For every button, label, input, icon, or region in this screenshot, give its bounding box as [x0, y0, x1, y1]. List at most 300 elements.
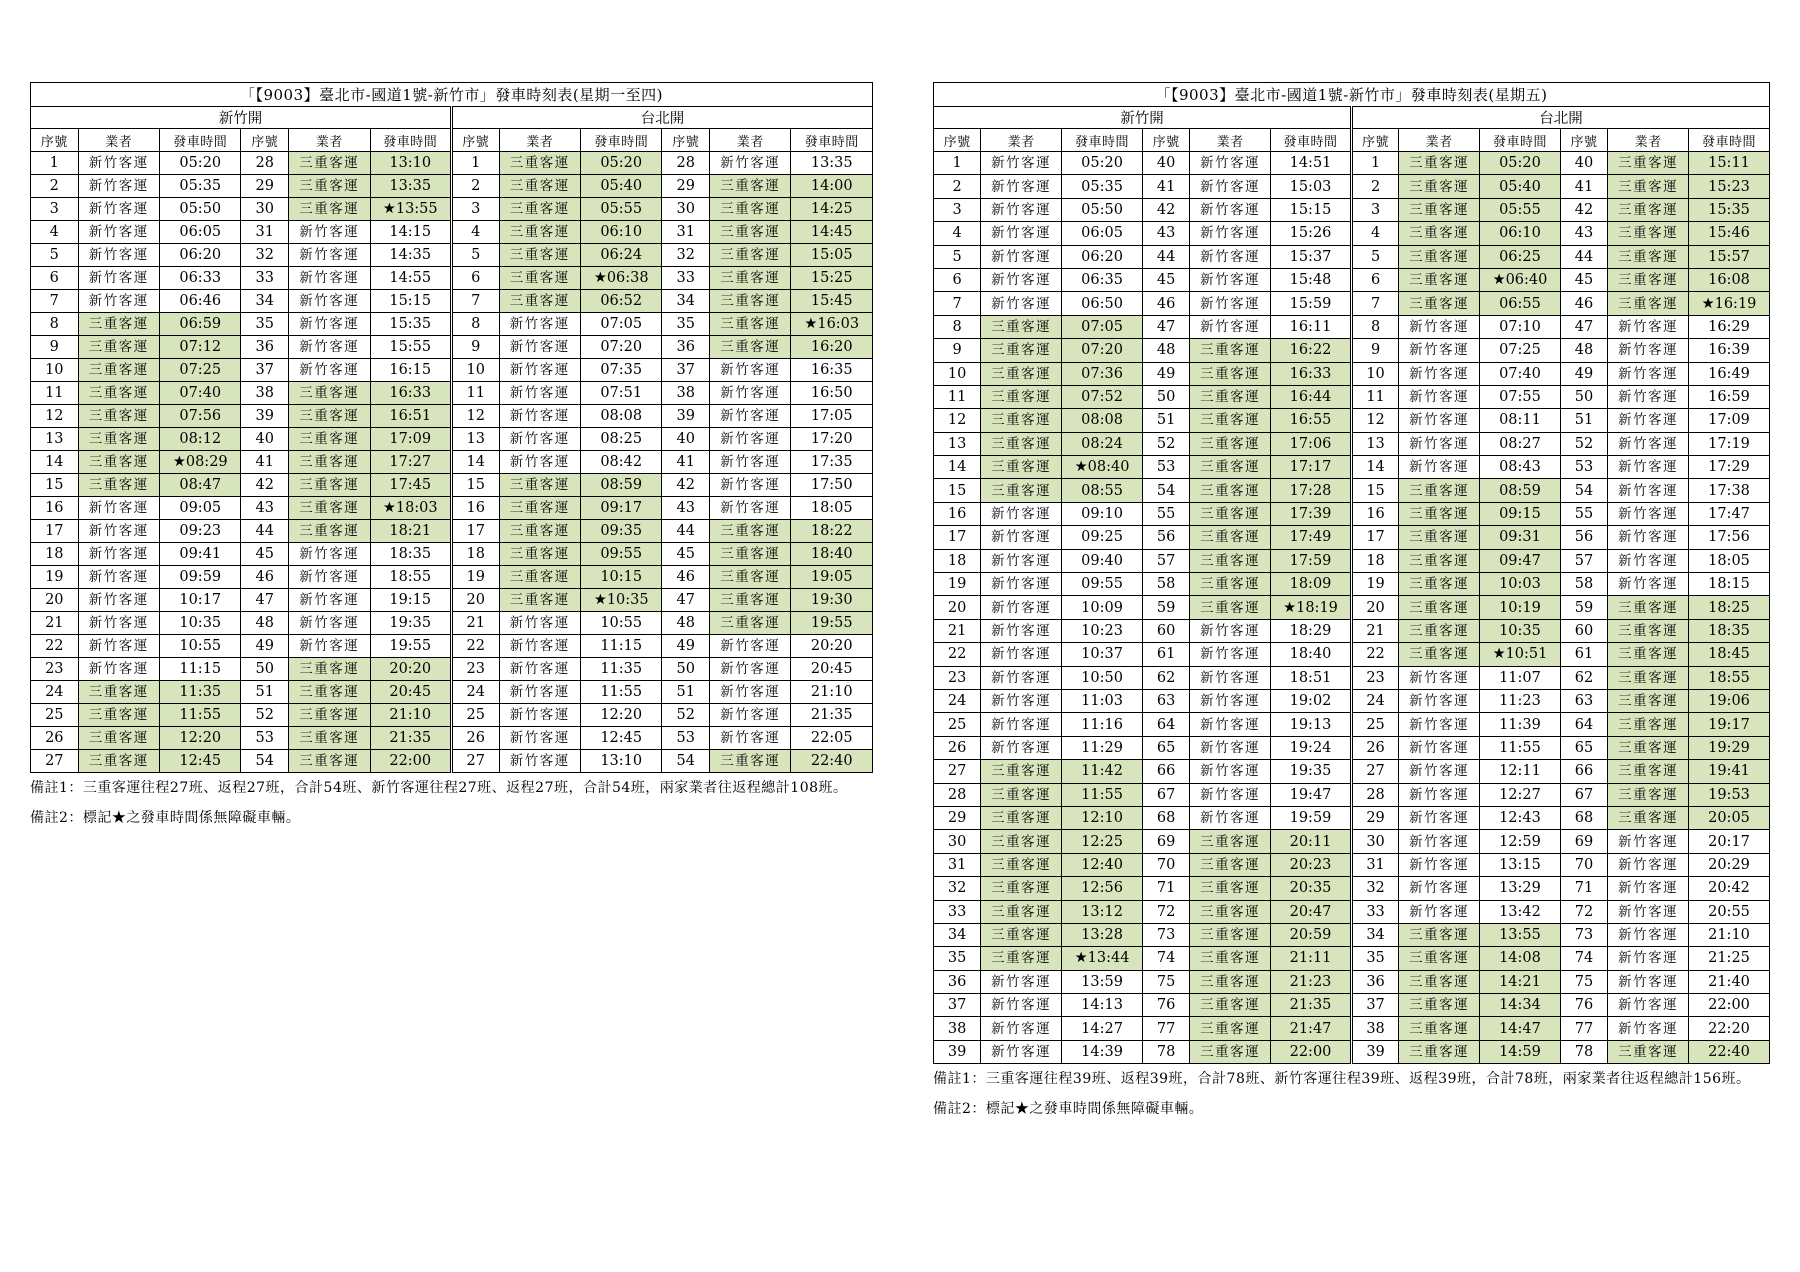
operator-name: 三重客運 — [1190, 479, 1271, 502]
departure-time: 17:29 — [1689, 456, 1770, 479]
trip-number: 41 — [241, 451, 289, 474]
operator-name: 三重客運 — [710, 290, 791, 313]
trip-number: 32 — [1351, 877, 1398, 900]
trip-number: 22 — [1351, 643, 1398, 666]
trip-number: 37 — [241, 359, 289, 382]
trip-number: 77 — [1560, 1017, 1607, 1040]
trip-number: 77 — [1142, 1017, 1189, 1040]
operator-name: 新竹客運 — [1608, 385, 1689, 408]
trip-number: 4 — [451, 221, 499, 244]
departure-time: 17:35 — [791, 451, 873, 474]
operator-name: 新竹客運 — [289, 359, 370, 382]
departure-time: 07:12 — [160, 336, 241, 359]
trip-number: 47 — [1142, 315, 1189, 338]
trip-number: 1 — [1351, 152, 1398, 175]
operator-name: 三重客運 — [981, 385, 1062, 408]
column-header-row — [934, 129, 1770, 152]
operator-name: 三重客運 — [981, 362, 1062, 385]
trip-number: 58 — [1142, 573, 1189, 596]
operator-name: 新竹客運 — [710, 497, 791, 520]
operator-name: 三重客運 — [499, 520, 580, 543]
table-row — [31, 543, 873, 566]
table-row — [934, 970, 1770, 993]
trip-number: 8 — [451, 313, 499, 336]
operator-name: 三重客運 — [1190, 573, 1271, 596]
table-row — [934, 853, 1770, 876]
trip-number: 40 — [1142, 152, 1189, 175]
departure-time: 14:47 — [1480, 1017, 1561, 1040]
operator-name: 新竹客運 — [1608, 994, 1689, 1017]
trip-number: 25 — [451, 704, 499, 727]
operator-name: 新竹客運 — [710, 474, 791, 497]
table-row — [934, 456, 1770, 479]
operator-name: 三重客運 — [1608, 643, 1689, 666]
departure-time: 17:28 — [1271, 479, 1352, 502]
trip-number: 14 — [934, 456, 981, 479]
operator-name: 三重客運 — [710, 566, 791, 589]
departure-time: ★18:19 — [1271, 596, 1352, 619]
trip-number: 24 — [934, 689, 981, 712]
departure-time: 17:20 — [791, 428, 873, 451]
departure-time: 20:59 — [1271, 923, 1352, 946]
departure-time: 13:10 — [370, 152, 451, 175]
operator-name: 新竹客運 — [499, 405, 580, 428]
trip-number: 37 — [934, 994, 981, 1017]
operator-name: 三重客運 — [1399, 152, 1480, 175]
operator-name: 三重客運 — [78, 382, 159, 405]
table-row — [934, 385, 1770, 408]
departure-time: ★16:03 — [791, 313, 873, 336]
trip-number: 38 — [662, 382, 710, 405]
operator-name: 新竹客運 — [1608, 923, 1689, 946]
operator-name: 新竹客運 — [1190, 222, 1271, 245]
operator-name: 新竹客運 — [78, 635, 159, 658]
trip-number: 32 — [662, 244, 710, 267]
departure-time: 06:20 — [160, 244, 241, 267]
table-row — [934, 877, 1770, 900]
operator-name: 新竹客運 — [710, 635, 791, 658]
trip-number: 64 — [1142, 713, 1189, 736]
trip-number: 20 — [1351, 596, 1398, 619]
departure-time: 16:49 — [1689, 362, 1770, 385]
operator-name: 三重客運 — [981, 456, 1062, 479]
departure-time: 20:11 — [1271, 830, 1352, 853]
operator-name: 三重客運 — [499, 543, 580, 566]
departure-time: 12:40 — [1062, 853, 1143, 876]
departure-time: 16:55 — [1271, 409, 1352, 432]
column-header-operator: 業者 — [499, 129, 580, 152]
table-row — [31, 727, 873, 750]
table-row — [934, 432, 1770, 455]
trip-number: 72 — [1142, 900, 1189, 923]
departure-time: 16:29 — [1689, 315, 1770, 338]
column-header-operator: 業者 — [1608, 129, 1689, 152]
timetable-table — [30, 82, 873, 773]
departure-time: ★08:40 — [1062, 456, 1143, 479]
trip-number: 25 — [1351, 713, 1398, 736]
operator-name: 新竹客運 — [981, 666, 1062, 689]
trip-number: 31 — [1351, 853, 1398, 876]
trip-number: 22 — [934, 643, 981, 666]
operator-name: 三重客運 — [1399, 1017, 1480, 1040]
departure-time: 05:55 — [1480, 198, 1561, 221]
operator-name: 新竹客運 — [78, 543, 159, 566]
operator-name: 三重客運 — [1608, 666, 1689, 689]
departure-time: 06:24 — [581, 244, 662, 267]
trip-number: 41 — [1560, 175, 1607, 198]
operator-name: 新竹客運 — [1190, 315, 1271, 338]
trip-number: 13 — [31, 428, 79, 451]
trip-number: 45 — [241, 543, 289, 566]
departure-time: 06:55 — [1480, 292, 1561, 315]
operator-name: 三重客運 — [1608, 619, 1689, 642]
trip-number: 35 — [662, 313, 710, 336]
trip-number: 1 — [934, 152, 981, 175]
operator-name: 三重客運 — [1399, 526, 1480, 549]
table-row — [934, 806, 1770, 829]
operator-name: 新竹客運 — [499, 727, 580, 750]
operator-name: 三重客運 — [1608, 689, 1689, 712]
operator-name: 新竹客運 — [981, 152, 1062, 175]
trip-number: 17 — [31, 520, 79, 543]
departure-time: 07:35 — [581, 359, 662, 382]
operator-name: 三重客運 — [1608, 292, 1689, 315]
departure-time: 18:45 — [1689, 643, 1770, 666]
trip-number: 45 — [1142, 268, 1189, 291]
trip-number: 49 — [241, 635, 289, 658]
trip-number: 67 — [1142, 783, 1189, 806]
trip-number: 16 — [451, 497, 499, 520]
operator-name: 三重客運 — [78, 681, 159, 704]
trip-number: 27 — [1351, 760, 1398, 783]
column-header-seq: 序號 — [1351, 129, 1398, 152]
operator-name: 三重客運 — [710, 520, 791, 543]
trip-number: 28 — [934, 783, 981, 806]
departure-time: 19:59 — [1271, 806, 1352, 829]
departure-time: 11:29 — [1062, 736, 1143, 759]
column-header-operator: 業者 — [1399, 129, 1480, 152]
trip-number: 40 — [1560, 152, 1607, 175]
operator-name: 三重客運 — [1608, 198, 1689, 221]
departure-time: 09:10 — [1062, 502, 1143, 525]
trip-number: 62 — [1560, 666, 1607, 689]
table-row — [934, 830, 1770, 853]
operator-name: 新竹客運 — [710, 704, 791, 727]
operator-name: 三重客運 — [499, 221, 580, 244]
table-row — [934, 994, 1770, 1017]
table-row — [31, 336, 873, 359]
trip-number: 66 — [1560, 760, 1607, 783]
trip-number: 59 — [1142, 596, 1189, 619]
departure-time: 09:31 — [1480, 526, 1561, 549]
operator-name: 三重客運 — [1608, 783, 1689, 806]
departure-time: 08:59 — [1480, 479, 1561, 502]
trip-number: 78 — [1560, 1040, 1607, 1063]
trip-number: 12 — [1351, 409, 1398, 432]
column-header-seq: 序號 — [1560, 129, 1607, 152]
trip-number: 62 — [1142, 666, 1189, 689]
departure-time: 15:15 — [370, 290, 451, 313]
operator-name: 三重客運 — [78, 727, 159, 750]
departure-time: 05:20 — [1480, 152, 1561, 175]
departure-time: 14:39 — [1062, 1040, 1143, 1063]
trip-number: 48 — [1142, 339, 1189, 362]
departure-time: 07:10 — [1480, 315, 1561, 338]
table-row — [934, 362, 1770, 385]
operator-name: 新竹客運 — [981, 994, 1062, 1017]
trip-number: 35 — [241, 313, 289, 336]
timetable-body — [934, 152, 1770, 1064]
trip-number: 65 — [1142, 736, 1189, 759]
operator-name: 新竹客運 — [981, 549, 1062, 572]
operator-name: 三重客運 — [1190, 900, 1271, 923]
trip-number: 48 — [1560, 339, 1607, 362]
departure-time: ★06:40 — [1480, 268, 1561, 291]
table-row — [934, 619, 1770, 642]
operator-name: 新竹客運 — [499, 612, 580, 635]
operator-name: 三重客運 — [78, 336, 159, 359]
departure-time: 14:27 — [1062, 1017, 1143, 1040]
departure-time: 22:00 — [1271, 1040, 1352, 1063]
trip-number: 45 — [1560, 268, 1607, 291]
table-row — [31, 244, 873, 267]
operator-name: 三重客運 — [499, 244, 580, 267]
operator-name: 新竹客運 — [981, 526, 1062, 549]
trip-number: 21 — [451, 612, 499, 635]
table-row — [934, 1017, 1770, 1040]
trip-number: 53 — [241, 727, 289, 750]
operator-name: 新竹客運 — [710, 152, 791, 175]
operator-name: 三重客運 — [78, 405, 159, 428]
operator-name: 三重客運 — [499, 267, 580, 290]
departure-time: ★18:03 — [370, 497, 451, 520]
table-row — [934, 245, 1770, 268]
operator-name: 新竹客運 — [981, 245, 1062, 268]
trip-number: 2 — [934, 175, 981, 198]
departure-time: 20:45 — [791, 658, 873, 681]
departure-time: 05:50 — [1062, 198, 1143, 221]
departure-time: 05:20 — [160, 152, 241, 175]
operator-name: 三重客運 — [1190, 339, 1271, 362]
departure-time: 19:29 — [1689, 736, 1770, 759]
departure-time: 22:00 — [1689, 994, 1770, 1017]
trip-number: 4 — [31, 221, 79, 244]
trip-number: 37 — [662, 359, 710, 382]
table-row — [31, 704, 873, 727]
operator-name: 三重客運 — [981, 339, 1062, 362]
departure-time: 19:35 — [1271, 760, 1352, 783]
trip-number: 28 — [241, 152, 289, 175]
operator-name: 新竹客運 — [78, 566, 159, 589]
operator-name: 三重客運 — [1190, 877, 1271, 900]
trip-number: 9 — [451, 336, 499, 359]
departure-time: 17:56 — [1689, 526, 1770, 549]
trip-number: 67 — [1560, 783, 1607, 806]
trip-number: 12 — [934, 409, 981, 432]
trip-number: 24 — [451, 681, 499, 704]
trip-number: 30 — [1351, 830, 1398, 853]
table-row — [934, 760, 1770, 783]
operator-name: 新竹客運 — [1399, 877, 1480, 900]
column-header-seq: 序號 — [451, 129, 499, 152]
departure-time: 09:35 — [581, 520, 662, 543]
departure-time: 13:12 — [1062, 900, 1143, 923]
trip-number: 52 — [1560, 432, 1607, 455]
operator-name: 新竹客運 — [981, 292, 1062, 315]
trip-number: 29 — [934, 806, 981, 829]
departure-time: 09:59 — [160, 566, 241, 589]
trip-number: 5 — [1351, 245, 1398, 268]
departure-time: ★08:29 — [160, 451, 241, 474]
operator-name: 三重客運 — [1399, 923, 1480, 946]
departure-time: 11:35 — [581, 658, 662, 681]
operator-name: 新竹客運 — [1608, 479, 1689, 502]
trip-number: 18 — [1351, 549, 1398, 572]
operator-name: 三重客運 — [1399, 245, 1480, 268]
departure-time: 17:50 — [791, 474, 873, 497]
operator-name: 三重客運 — [981, 479, 1062, 502]
operator-name: 三重客運 — [981, 947, 1062, 970]
operator-name: 新竹客運 — [499, 359, 580, 382]
operator-name: 新竹客運 — [1608, 456, 1689, 479]
departure-time: 22:20 — [1689, 1017, 1770, 1040]
departure-time: 09:40 — [1062, 549, 1143, 572]
operator-name: 三重客運 — [981, 409, 1062, 432]
departure-time: 05:35 — [1062, 175, 1143, 198]
table-row — [934, 1040, 1770, 1063]
operator-name: 新竹客運 — [1399, 432, 1480, 455]
departure-time: 15:05 — [791, 244, 873, 267]
trip-number: 60 — [1142, 619, 1189, 642]
departure-time: 17:47 — [1689, 502, 1770, 525]
operator-name: 三重客運 — [499, 589, 580, 612]
departure-time: 12:10 — [1062, 806, 1143, 829]
trip-number: 19 — [934, 573, 981, 596]
trip-number: 12 — [451, 405, 499, 428]
timetable-title: 「【9003】臺北市-國道1號-新竹市」發車時刻表(星期一至四) — [31, 83, 873, 107]
table-row — [31, 681, 873, 704]
departure-time: 14:15 — [370, 221, 451, 244]
operator-name: 新竹客運 — [1608, 900, 1689, 923]
trip-number: 57 — [1142, 549, 1189, 572]
trip-number: 15 — [451, 474, 499, 497]
departure-time: 07:25 — [1480, 339, 1561, 362]
departure-time: 09:05 — [160, 497, 241, 520]
departure-time: 20:45 — [370, 681, 451, 704]
trip-number: 49 — [1560, 362, 1607, 385]
departure-time: 12:43 — [1480, 806, 1561, 829]
operator-name: 新竹客運 — [981, 268, 1062, 291]
operator-name: 新竹客運 — [499, 750, 580, 773]
departure-time: 18:40 — [791, 543, 873, 566]
operator-name: 新竹客運 — [78, 589, 159, 612]
operator-name: 新竹客運 — [78, 612, 159, 635]
operator-name: 三重客運 — [1399, 1040, 1480, 1063]
trip-number: 3 — [934, 198, 981, 221]
departure-time: 06:10 — [1480, 222, 1561, 245]
trip-number: 6 — [31, 267, 79, 290]
departure-time: 19:24 — [1271, 736, 1352, 759]
departure-time: 21:11 — [1271, 947, 1352, 970]
departure-time: 07:20 — [581, 336, 662, 359]
departure-time: 13:29 — [1480, 877, 1561, 900]
departure-time: 14:55 — [370, 267, 451, 290]
departure-time: 08:59 — [581, 474, 662, 497]
operator-name: 新竹客運 — [981, 596, 1062, 619]
note-2: 備註2：標記★之發車時間係無障礙車輛。 — [933, 1101, 1204, 1118]
departure-time: 07:40 — [1480, 362, 1561, 385]
table-row — [31, 635, 873, 658]
operator-name: 新竹客運 — [981, 573, 1062, 596]
timetable-title: 「【9003】臺北市-國道1號-新竹市」發車時刻表(星期五) — [934, 83, 1770, 107]
table-row — [31, 612, 873, 635]
operator-name: 三重客運 — [289, 497, 370, 520]
trip-number: 26 — [451, 727, 499, 750]
departure-time: 15:59 — [1271, 292, 1352, 315]
operator-name: 新竹客運 — [1608, 409, 1689, 432]
trip-number: 14 — [451, 451, 499, 474]
operator-name: 三重客運 — [1608, 806, 1689, 829]
trip-number: 16 — [934, 502, 981, 525]
operator-name: 三重客運 — [78, 474, 159, 497]
operator-name: 新竹客運 — [981, 1040, 1062, 1063]
trip-number: 26 — [934, 736, 981, 759]
operator-name: 三重客運 — [499, 175, 580, 198]
trip-number: 70 — [1560, 853, 1607, 876]
table-row — [31, 658, 873, 681]
departure-time: 18:21 — [370, 520, 451, 543]
operator-name: 新竹客運 — [1608, 362, 1689, 385]
departure-time: 05:35 — [160, 175, 241, 198]
departure-time: 08:43 — [1480, 456, 1561, 479]
operator-name: 新竹客運 — [78, 175, 159, 198]
table-row — [31, 566, 873, 589]
operator-name: 新竹客運 — [1608, 339, 1689, 362]
operator-name: 三重客運 — [710, 244, 791, 267]
operator-name: 新竹客運 — [1608, 947, 1689, 970]
trip-number: 42 — [662, 474, 710, 497]
departure-time: 10:17 — [160, 589, 241, 612]
departure-time: 21:35 — [1271, 994, 1352, 1017]
trip-number: 78 — [1142, 1040, 1189, 1063]
departure-time: 16:33 — [370, 382, 451, 405]
departure-time: 06:10 — [581, 221, 662, 244]
departure-time: 16:59 — [1689, 385, 1770, 408]
trip-number: 13 — [1351, 432, 1398, 455]
departure-time: 17:39 — [1271, 502, 1352, 525]
departure-time: 13:55 — [1480, 923, 1561, 946]
operator-name: 新竹客運 — [289, 589, 370, 612]
trip-number: 55 — [1560, 502, 1607, 525]
trip-number: 21 — [1351, 619, 1398, 642]
departure-time: 20:47 — [1271, 900, 1352, 923]
table-row — [934, 222, 1770, 245]
operator-name: 新竹客運 — [1190, 152, 1271, 175]
table-row — [934, 292, 1770, 315]
operator-name: 新竹客運 — [1190, 175, 1271, 198]
operator-name: 新竹客運 — [1190, 689, 1271, 712]
operator-name: 新竹客運 — [981, 1017, 1062, 1040]
operator-name: 新竹客運 — [499, 451, 580, 474]
operator-name: 三重客運 — [710, 267, 791, 290]
trip-number: 14 — [1351, 456, 1398, 479]
departure-time: 15:55 — [370, 336, 451, 359]
trip-number: 39 — [1351, 1040, 1398, 1063]
departure-time: 18:09 — [1271, 573, 1352, 596]
table-row — [934, 643, 1770, 666]
departure-time: 19:17 — [1689, 713, 1770, 736]
operator-name: 三重客運 — [981, 783, 1062, 806]
